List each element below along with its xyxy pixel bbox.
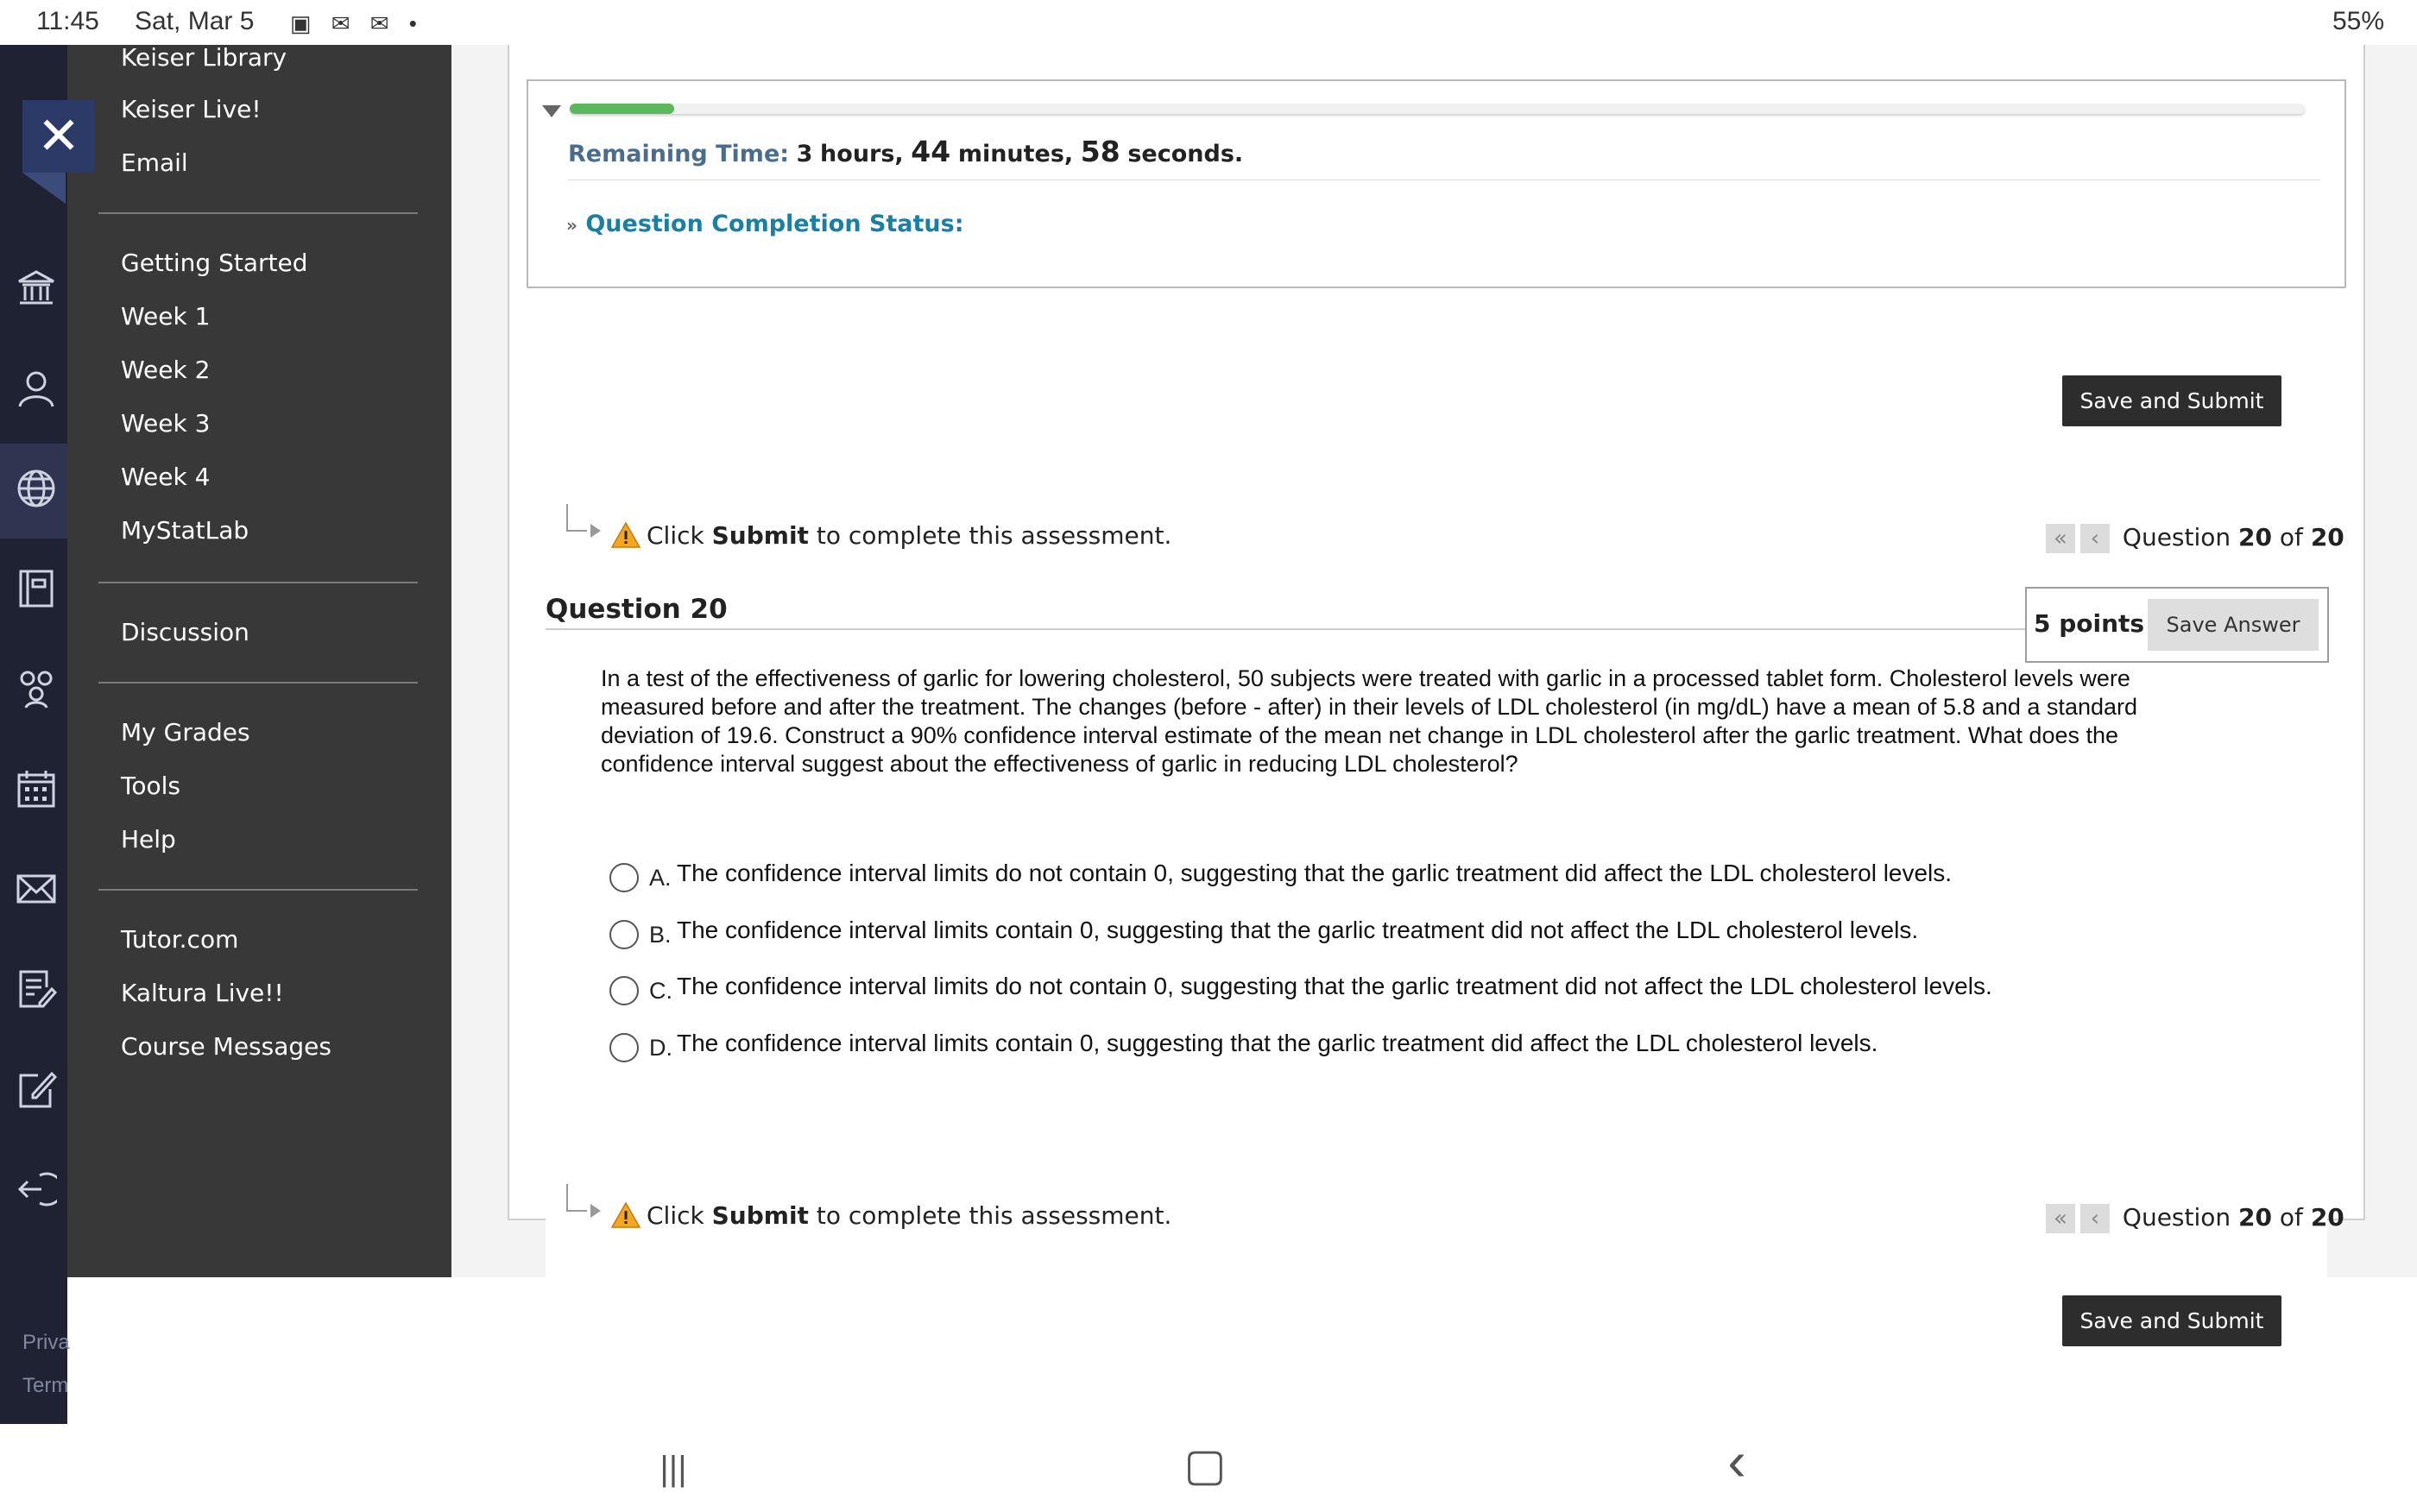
pager-total: 20	[2310, 523, 2344, 551]
menu-item-my-grades[interactable]: My Grades	[121, 718, 250, 747]
pager-total: 20	[2310, 1203, 2344, 1232]
arrow-hook-icon	[566, 504, 587, 532]
option-letter: A.	[649, 865, 672, 891]
book-icon[interactable]	[16, 568, 57, 609]
menu-item-mystatlab[interactable]: MyStatLab	[121, 516, 249, 545]
menu-item-keiser-live[interactable]: Keiser Live!	[121, 95, 262, 123]
question-points: 5 points	[2034, 609, 2145, 638]
option-text: The confidence interval limits do not contain 0, suggesting that the garlic treatment did not affect the LDL cholesterol levels.	[677, 973, 1992, 999]
institution-icon[interactable]	[16, 268, 57, 309]
save-and-submit-button[interactable]: Save and Submit	[2062, 375, 2281, 426]
radio-button[interactable]	[609, 920, 639, 949]
previous-question-button[interactable]: ‹	[2080, 1204, 2110, 1233]
option-letter: D.	[649, 1035, 672, 1061]
option-letter: B.	[649, 922, 672, 948]
menu-item-week-2[interactable]: Week 2	[121, 356, 211, 384]
points-box	[2025, 587, 2329, 663]
hours-value: 3	[796, 141, 813, 167]
user-icon[interactable]	[16, 368, 57, 409]
pager-label: Question	[2122, 1203, 2231, 1232]
submit-suffix: to complete this assessment.	[816, 521, 1172, 550]
radio-button[interactable]	[609, 1033, 639, 1062]
arrow-hook-icon	[566, 1184, 587, 1212]
globe-icon[interactable]	[16, 468, 57, 509]
remaining-time-label: Remaining Time:	[568, 141, 790, 167]
mail-icon[interactable]	[16, 868, 57, 910]
question-pager	[2046, 1203, 2344, 1233]
seconds-value: 58	[1080, 135, 1120, 168]
time-progress-fill	[570, 104, 674, 114]
double-chevron-down-icon: »	[566, 215, 577, 236]
submit-instruction	[647, 1201, 1171, 1230]
menu-item-week-4[interactable]: Week 4	[121, 463, 211, 491]
menu-divider	[98, 889, 418, 891]
submit-prefix: Click	[647, 521, 704, 550]
submit-prefix: Click	[647, 1201, 704, 1230]
close-menu-button[interactable]	[22, 100, 95, 173]
back-icon[interactable]: ‹	[1727, 1430, 1746, 1492]
submit-instruction	[647, 521, 1171, 550]
logout-icon[interactable]	[16, 1169, 57, 1210]
menu-divider	[98, 582, 418, 583]
option-text: The confidence interval limits do not contain 0, suggesting that the garlic treatment did affect the LDL cholesterol levels.	[677, 860, 1953, 886]
question-title: Question 20	[546, 594, 728, 625]
close-icon: ✕	[36, 107, 81, 165]
menu-item-course-messages[interactable]: Course Messages	[121, 1032, 331, 1061]
menu-item-tools[interactable]: Tools	[121, 772, 180, 800]
menu-item-getting-started[interactable]: Getting Started	[121, 249, 308, 277]
radio-button[interactable]	[609, 863, 639, 892]
submit-bold: Submit	[711, 1201, 809, 1230]
recent-apps-icon[interactable]: |||	[659, 1450, 687, 1488]
timer-panel	[527, 79, 2346, 288]
menu-item-discussion[interactable]: Discussion	[121, 618, 249, 646]
save-and-submit-button[interactable]: Save and Submit	[2062, 1295, 2281, 1346]
hours-unit: hours,	[820, 141, 904, 167]
date: Sat, Mar 5	[135, 7, 255, 35]
minutes-value: 44	[911, 135, 951, 168]
course-menu	[67, 45, 451, 1277]
option-letter: C.	[649, 978, 672, 1004]
edit-list-icon[interactable]	[16, 968, 57, 1010]
option-text: The confidence interval limits contain 0, suggesting that the garlic treatment did not affect the LDL cholesterol levels.	[677, 917, 1919, 943]
menu-item-tutor[interactable]: Tutor.com	[121, 925, 239, 954]
pager-current: 20	[2238, 523, 2273, 551]
seconds-unit: seconds.	[1127, 141, 1244, 167]
menu-item-keiser-library[interactable]: Keiser Library	[121, 43, 287, 72]
android-nav-bar	[0, 1424, 2417, 1512]
menu-divider	[98, 212, 418, 214]
pager-current: 20	[2238, 1203, 2273, 1232]
pager-label: Question	[2122, 523, 2231, 551]
pager-of: of	[2279, 523, 2303, 551]
battery-level: 55%	[2332, 7, 2384, 35]
menu-divider	[98, 682, 418, 684]
question-text: In a test of the effectiveness of garlic for lowering cholesterol, 50 subjects were treated with garlic in a processed tablet form. Cholesterol levels were measured before and after the treatment. The changes (before - after) in their levels of LDL cholesterol (in mg/dL) have a mean of 5.8 and a standard deviation of 19.6. Construct a 90% confidence interval estimate of the mean net change in LDL cholesterol after the garlic treatment. What does the confidence interval suggest about the effectiveness of garlic in reducing LDL cholesterol?	[601, 665, 2138, 777]
clock: 11:45	[36, 7, 99, 35]
menu-item-week-3[interactable]: Week 3	[121, 409, 211, 438]
first-question-button[interactable]: «	[2046, 1204, 2075, 1233]
warning-icon	[611, 521, 641, 549]
first-question-button[interactable]: «	[2046, 524, 2075, 553]
close-tab-fold	[22, 173, 66, 204]
save-answer-button[interactable]: Save Answer	[2148, 599, 2319, 651]
home-icon[interactable]: ▢	[1183, 1440, 1227, 1490]
menu-item-kaltura-live[interactable]: Kaltura Live!!	[121, 979, 284, 1007]
terms-link[interactable]: Term	[22, 1374, 69, 1397]
notification-icons: ▣ ✉ ✉ •	[290, 10, 424, 36]
privacy-link[interactable]: Priva	[22, 1331, 70, 1354]
submit-suffix: to complete this assessment.	[816, 1201, 1172, 1230]
previous-question-button[interactable]: ‹	[2080, 524, 2110, 553]
time-progress-bar	[570, 104, 2305, 114]
minutes-unit: minutes,	[957, 141, 1074, 167]
pager-of: of	[2279, 1203, 2303, 1232]
completion-status-label: Question Completion Status:	[585, 211, 964, 237]
warning-icon	[611, 1201, 641, 1229]
remaining-time	[568, 135, 1243, 168]
question-header	[546, 589, 2027, 630]
edit-icon[interactable]	[16, 1068, 57, 1110]
menu-item-week-1[interactable]: Week 1	[121, 302, 211, 331]
question-completion-status[interactable]	[566, 211, 964, 237]
menu-item-help[interactable]: Help	[121, 825, 176, 854]
question-pager	[2046, 523, 2344, 553]
menu-item-email[interactable]: Email	[121, 148, 188, 177]
radio-button[interactable]	[609, 976, 639, 1005]
people-icon[interactable]	[16, 668, 57, 709]
option-text: The confidence interval limits contain 0, suggesting that the garlic treatment did affect the LDL cholesterol levels.	[677, 1030, 1878, 1056]
collapse-timer-toggle[interactable]	[542, 105, 561, 117]
icon-rail	[0, 45, 70, 1424]
calendar-icon[interactable]	[16, 768, 57, 810]
status-bar	[0, 0, 2417, 45]
submit-bold: Submit	[711, 521, 809, 550]
